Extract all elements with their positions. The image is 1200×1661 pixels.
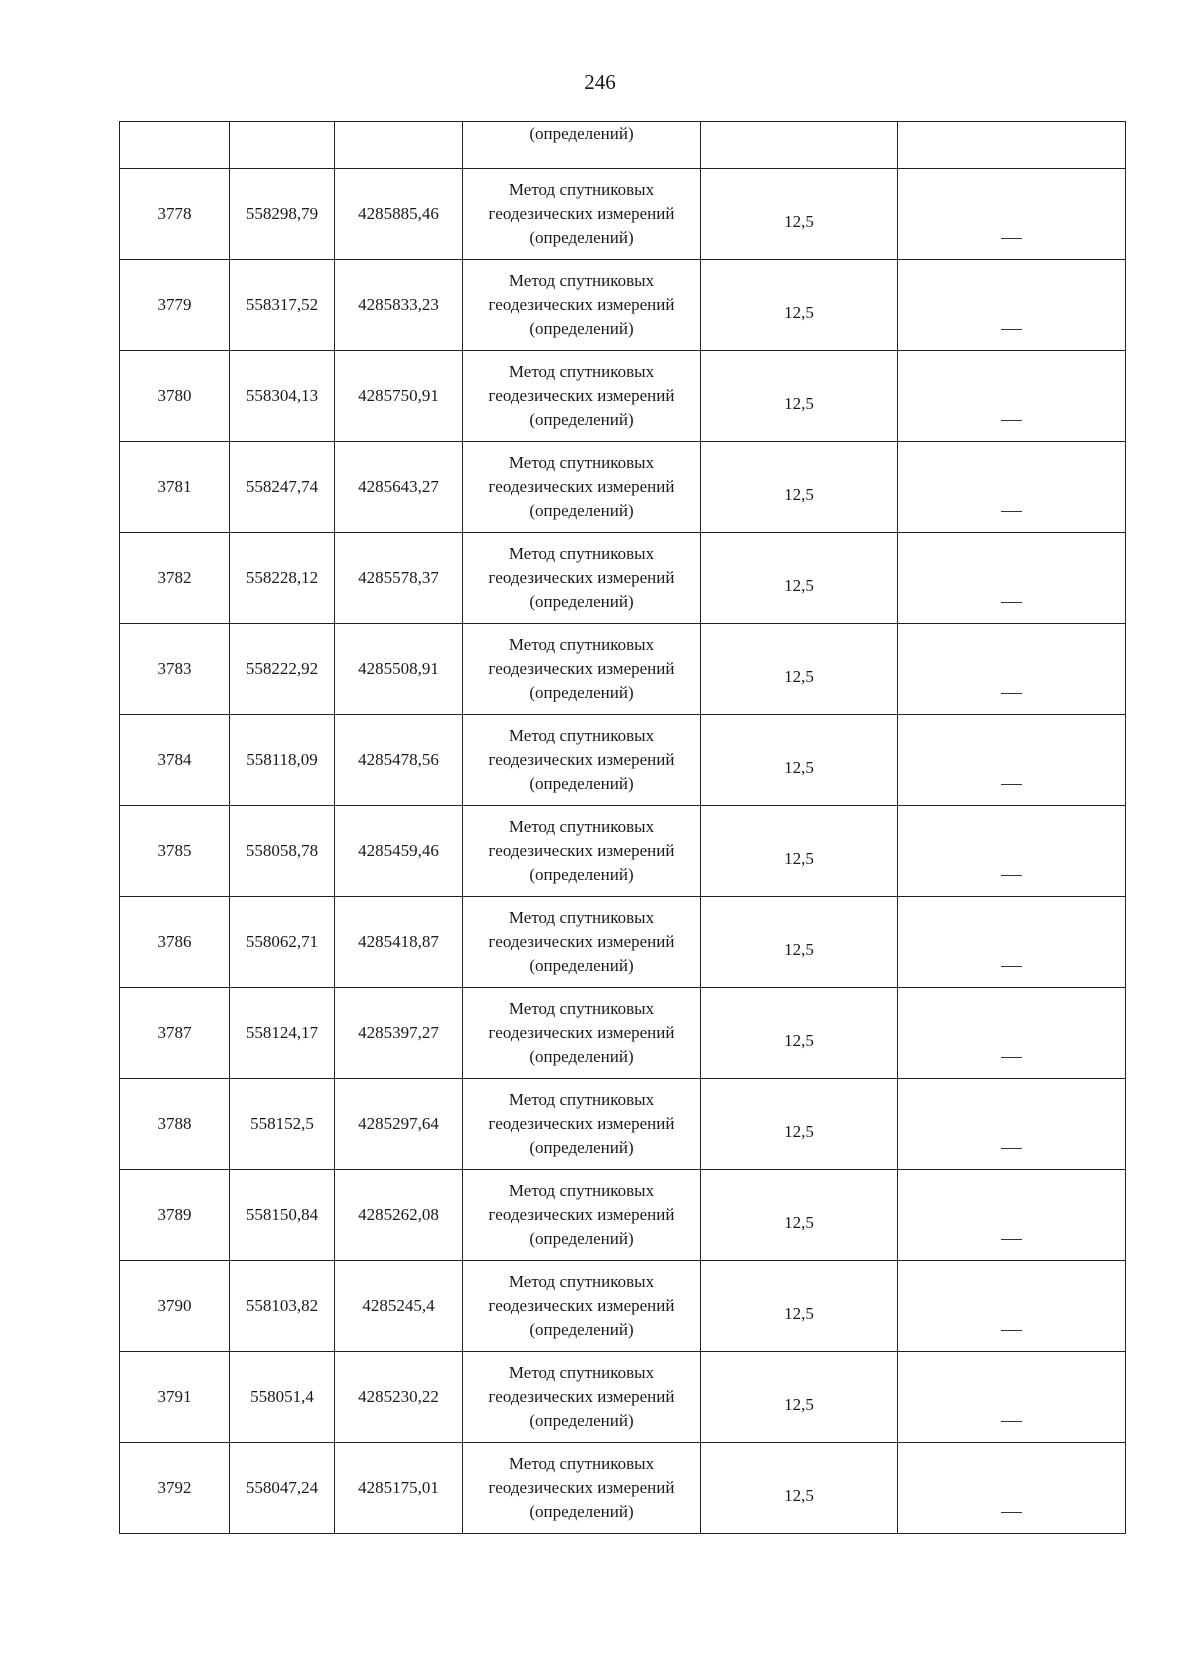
method-line-3: (определений) — [529, 774, 634, 793]
y-coordinate: 4285459,46 — [358, 841, 439, 860]
point-number: 3785 — [157, 841, 192, 860]
method-line-3: (определений) — [529, 1138, 634, 1157]
method-cell — [463, 624, 701, 715]
y-coordinate: 4285418,87 — [358, 932, 439, 951]
continuation-y-cell — [335, 122, 463, 169]
y-coordinate: 4285262,08 — [358, 1205, 439, 1224]
method-line-3: (определений) — [529, 501, 634, 520]
point-number-cell — [120, 1261, 230, 1352]
precision-cell — [701, 260, 898, 351]
dash-cell — [898, 624, 1126, 715]
precision-cell — [701, 1170, 898, 1261]
method-cell — [463, 169, 701, 260]
method-line-1: Метод спутниковых — [508, 1090, 655, 1109]
method-line-3: (определений) — [529, 410, 634, 429]
dash-mark — [1001, 1057, 1022, 1058]
point-number: 3789 — [157, 1205, 192, 1224]
point-number: 3792 — [157, 1478, 192, 1497]
dash-mark — [1001, 238, 1022, 239]
method-cell — [463, 1443, 701, 1534]
dash-mark — [1001, 875, 1022, 876]
x-coordinate-cell — [230, 1261, 335, 1352]
method-line-2: геодезических измерений — [488, 659, 675, 678]
precision-value: 12,5 — [784, 1031, 814, 1050]
x-coordinate-cell — [230, 806, 335, 897]
point-number-cell — [120, 260, 230, 351]
precision-cell — [701, 1079, 898, 1170]
method-line-2: геодезических измерений — [488, 295, 675, 314]
precision-value: 12,5 — [784, 303, 814, 322]
table-row — [120, 624, 1126, 715]
method-line-1: Метод спутниковых — [508, 1363, 655, 1382]
table-row — [120, 988, 1126, 1079]
precision-cell — [701, 169, 898, 260]
method-line-3: (определений) — [529, 1047, 634, 1066]
method-cell — [463, 1170, 701, 1261]
precision-value: 12,5 — [784, 1213, 814, 1232]
dash-cell — [898, 1443, 1126, 1534]
point-number-cell — [120, 533, 230, 624]
x-coordinate: 558118,09 — [246, 750, 318, 769]
method-line-2: геодезических измерений — [488, 932, 675, 951]
x-coordinate: 558150,84 — [245, 1205, 319, 1224]
y-coordinate: 4285885,46 — [358, 204, 439, 223]
precision-cell — [701, 533, 898, 624]
precision-value: 12,5 — [784, 1122, 814, 1141]
dash-cell — [898, 988, 1126, 1079]
method-line-1: Метод спутниковых — [508, 271, 655, 290]
method-line-1: Метод спутниковых — [508, 817, 655, 836]
table-row — [120, 1443, 1126, 1534]
method-line-3: (определений) — [529, 1502, 634, 1521]
dash-mark — [1001, 693, 1022, 694]
method-cell — [463, 1352, 701, 1443]
precision-value: 12,5 — [784, 394, 814, 413]
precision-cell — [701, 442, 898, 533]
method-cell — [463, 260, 701, 351]
continuation-method-cell — [463, 122, 701, 169]
point-number-cell — [120, 624, 230, 715]
point-number-cell — [120, 1352, 230, 1443]
method-line-3: (определений) — [529, 1411, 634, 1430]
method-line-3: (определений) — [529, 683, 634, 702]
table-row — [120, 1170, 1126, 1261]
method-line-3: (определений) — [529, 228, 634, 247]
dash-cell — [898, 442, 1126, 533]
point-number: 3778 — [157, 204, 192, 223]
x-coordinate-cell — [230, 988, 335, 1079]
coordinates-table — [119, 121, 1126, 1534]
method-line-3: (определений) — [529, 319, 634, 338]
point-number: 3782 — [157, 568, 192, 587]
precision-value: 12,5 — [784, 940, 814, 959]
dash-cell — [898, 260, 1126, 351]
method-line-1: Метод спутниковых — [508, 362, 655, 381]
x-coordinate: 558058,78 — [245, 841, 319, 860]
method-line-1: Метод спутниковых — [508, 1272, 655, 1291]
method-line-2: геодезических измерений — [488, 204, 675, 223]
precision-value: 12,5 — [784, 849, 814, 868]
x-coordinate: 558124,17 — [245, 1023, 319, 1042]
x-coordinate-cell — [230, 260, 335, 351]
method-cell — [463, 1079, 701, 1170]
point-number: 3784 — [157, 750, 192, 769]
dash-mark — [1001, 1512, 1022, 1513]
x-coordinate-cell — [230, 1170, 335, 1261]
y-coordinate: 4285508,91 — [358, 659, 439, 678]
y-coordinate-cell — [335, 1079, 463, 1170]
dash-cell — [898, 715, 1126, 806]
precision-cell — [701, 988, 898, 1079]
x-coordinate-cell — [230, 1079, 335, 1170]
method-line-1: Метод спутниковых — [508, 453, 655, 472]
x-coordinate: 558051,4 — [250, 1387, 314, 1406]
table-row — [120, 897, 1126, 988]
x-coordinate-cell — [230, 533, 335, 624]
method-line-3: (определений) — [529, 592, 634, 611]
x-coordinate: 558317,52 — [245, 295, 319, 314]
point-number-cell — [120, 442, 230, 533]
method-cell — [463, 351, 701, 442]
dash-cell — [898, 1261, 1126, 1352]
precision-value: 12,5 — [784, 485, 814, 504]
dash-mark — [1001, 784, 1022, 785]
dash-cell — [898, 351, 1126, 442]
x-coordinate-cell — [230, 715, 335, 806]
point-number-cell — [120, 1443, 230, 1534]
dash-mark — [1001, 1421, 1022, 1422]
dash-cell — [898, 897, 1126, 988]
method-line-1: Метод спутниковых — [508, 999, 655, 1018]
precision-value: 12,5 — [784, 212, 814, 231]
dash-cell — [898, 533, 1126, 624]
method-line-2: геодезических измерений — [488, 750, 675, 769]
dash-mark — [1001, 602, 1022, 603]
table-row — [120, 715, 1126, 806]
point-number: 3786 — [157, 932, 192, 951]
table-row — [120, 351, 1126, 442]
dash-mark — [1001, 966, 1022, 967]
table-row — [120, 806, 1126, 897]
point-number-cell — [120, 988, 230, 1079]
point-number-cell — [120, 169, 230, 260]
dash-mark — [1001, 420, 1022, 421]
continuation-dash-cell — [898, 122, 1126, 169]
coordinates-table-body — [120, 122, 1126, 1534]
precision-cell — [701, 624, 898, 715]
dash-cell — [898, 169, 1126, 260]
x-coordinate: 558298,79 — [245, 204, 319, 223]
method-line-2: геодезических измерений — [488, 841, 675, 860]
page-number: 246 — [584, 70, 616, 94]
x-coordinate-cell — [230, 897, 335, 988]
x-coordinate: 558304,13 — [245, 386, 319, 405]
point-number-cell — [120, 1170, 230, 1261]
y-coordinate-cell — [335, 169, 463, 260]
x-coordinate: 558152,5 — [250, 1114, 314, 1133]
method-line-1: Метод спутниковых — [508, 1181, 655, 1200]
precision-value: 12,5 — [784, 1304, 814, 1323]
precision-value: 12,5 — [784, 667, 814, 686]
method-line-1: Метод спутниковых — [508, 908, 655, 927]
dash-cell — [898, 806, 1126, 897]
y-coordinate-cell — [335, 897, 463, 988]
x-coordinate-cell — [230, 351, 335, 442]
method-cell — [463, 533, 701, 624]
y-coordinate: 4285230,22 — [358, 1387, 439, 1406]
continuation-num-cell — [120, 122, 230, 169]
table-row — [120, 260, 1126, 351]
method-line-2: геодезических измерений — [488, 568, 675, 587]
table-row — [120, 533, 1126, 624]
dash-cell — [898, 1170, 1126, 1261]
precision-value: 12,5 — [784, 576, 814, 595]
method-line-3: (определений) — [529, 865, 634, 884]
method-cell — [463, 1261, 701, 1352]
y-coordinate: 4285478,56 — [358, 750, 439, 769]
x-coordinate: 558103,82 — [245, 1296, 319, 1315]
x-coordinate: 558228,12 — [245, 568, 319, 587]
y-coordinate: 4285833,23 — [358, 295, 439, 314]
point-number: 3790 — [157, 1296, 192, 1315]
precision-cell — [701, 1261, 898, 1352]
point-number-cell — [120, 351, 230, 442]
y-coordinate-cell — [335, 806, 463, 897]
y-coordinate-cell — [335, 1443, 463, 1534]
continuation-x-cell — [230, 122, 335, 169]
continuation-method-text: (определений) — [529, 124, 634, 143]
method-line-2: геодезических измерений — [488, 477, 675, 496]
point-number: 3780 — [157, 386, 192, 405]
dash-cell — [898, 1352, 1126, 1443]
point-number-cell — [120, 715, 230, 806]
y-coordinate: 4285750,91 — [358, 386, 439, 405]
y-coordinate: 4285175,01 — [358, 1478, 439, 1497]
point-number-cell — [120, 1079, 230, 1170]
precision-value: 12,5 — [784, 758, 814, 777]
y-coordinate-cell — [335, 1261, 463, 1352]
method-line-2: геодезических измерений — [488, 1478, 675, 1497]
point-number-cell — [120, 806, 230, 897]
method-line-2: геодезических измерений — [488, 1387, 675, 1406]
point-number: 3788 — [157, 1114, 192, 1133]
y-coordinate-cell — [335, 715, 463, 806]
point-number: 3791 — [157, 1387, 192, 1406]
dash-mark — [1001, 1330, 1022, 1331]
y-coordinate-cell — [335, 624, 463, 715]
dash-cell — [898, 1079, 1126, 1170]
continuation-precision-cell — [701, 122, 898, 169]
method-line-3: (определений) — [529, 1229, 634, 1248]
method-line-3: (определений) — [529, 1320, 634, 1339]
precision-value: 12,5 — [784, 1486, 814, 1505]
method-cell — [463, 988, 701, 1079]
method-line-2: геодезических измерений — [488, 1023, 675, 1042]
table-row — [120, 1261, 1126, 1352]
table-row — [120, 169, 1126, 260]
y-coordinate-cell — [335, 260, 463, 351]
y-coordinate-cell — [335, 351, 463, 442]
precision-cell — [701, 351, 898, 442]
y-coordinate-cell — [335, 442, 463, 533]
y-coordinate: 4285643,27 — [358, 477, 439, 496]
method-line-3: (определений) — [529, 956, 634, 975]
dash-mark — [1001, 329, 1022, 330]
precision-cell — [701, 806, 898, 897]
x-coordinate: 558222,92 — [245, 659, 319, 678]
point-number: 3783 — [157, 659, 192, 678]
y-coordinate-cell — [335, 533, 463, 624]
precision-cell — [701, 715, 898, 806]
method-line-2: геодезических измерений — [488, 386, 675, 405]
x-coordinate-cell — [230, 442, 335, 533]
method-cell — [463, 806, 701, 897]
x-coordinate-cell — [230, 1352, 335, 1443]
point-number: 3781 — [157, 477, 192, 496]
table-row — [120, 1352, 1126, 1443]
method-cell — [463, 897, 701, 988]
continuation-row — [120, 122, 1126, 169]
x-coordinate-cell — [230, 624, 335, 715]
y-coordinate-cell — [335, 988, 463, 1079]
precision-value: 12,5 — [784, 1395, 814, 1414]
y-coordinate: 4285578,37 — [358, 568, 439, 587]
y-coordinate: 4285245,4 — [362, 1296, 435, 1315]
x-coordinate-cell — [230, 1443, 335, 1534]
precision-cell — [701, 1443, 898, 1534]
point-number: 3779 — [157, 295, 192, 314]
method-line-2: геодезических измерений — [488, 1114, 675, 1133]
method-line-2: геодезических измерений — [488, 1205, 675, 1224]
dash-mark — [1001, 1239, 1022, 1240]
y-coordinate-cell — [335, 1170, 463, 1261]
y-coordinate-cell — [335, 1352, 463, 1443]
table-row — [120, 442, 1126, 533]
table-row — [120, 1079, 1126, 1170]
x-coordinate: 558062,71 — [245, 932, 319, 951]
method-cell — [463, 442, 701, 533]
precision-cell — [701, 1352, 898, 1443]
dash-mark — [1001, 511, 1022, 512]
method-line-1: Метод спутниковых — [508, 544, 655, 563]
x-coordinate: 558247,74 — [245, 477, 319, 496]
x-coordinate-cell — [230, 169, 335, 260]
method-line-2: геодезических измерений — [488, 1296, 675, 1315]
y-coordinate: 4285297,64 — [358, 1114, 439, 1133]
method-line-1: Метод спутниковых — [508, 180, 655, 199]
point-number-cell — [120, 897, 230, 988]
x-coordinate: 558047,24 — [245, 1478, 319, 1497]
method-line-1: Метод спутниковых — [508, 726, 655, 745]
method-cell — [463, 715, 701, 806]
method-line-1: Метод спутниковых — [508, 1454, 655, 1473]
y-coordinate: 4285397,27 — [358, 1023, 439, 1042]
point-number: 3787 — [157, 1023, 192, 1042]
dash-mark — [1001, 1148, 1022, 1149]
method-line-1: Метод спутниковых — [508, 635, 655, 654]
precision-cell — [701, 897, 898, 988]
